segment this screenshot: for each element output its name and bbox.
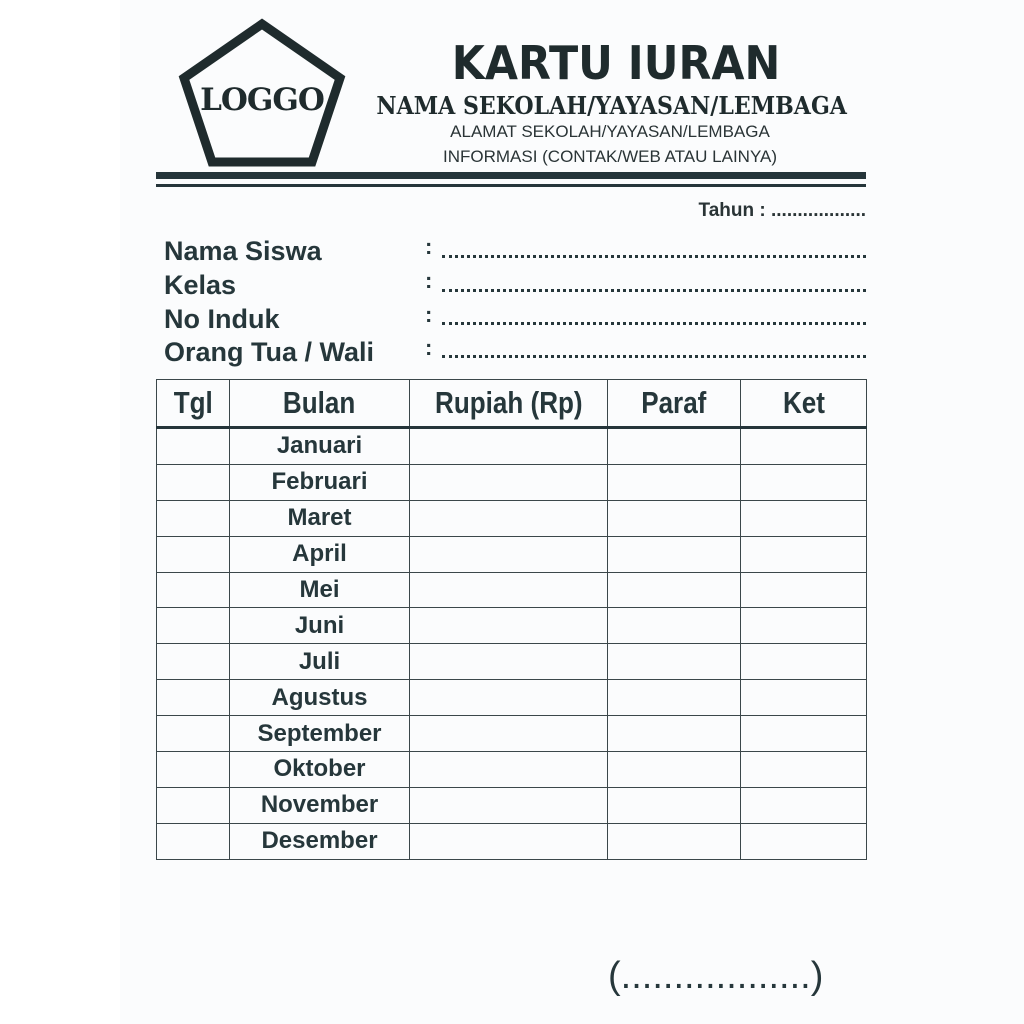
cell-ket[interactable]	[741, 464, 867, 500]
table-row	[157, 428, 867, 465]
cell-bulan: Maret	[230, 500, 410, 536]
table-header-row	[157, 380, 867, 428]
cell-tgl[interactable]	[157, 644, 230, 680]
table-row	[157, 716, 867, 752]
header-rupiah: Rupiah (Rp)	[410, 380, 608, 428]
cell-rupiah[interactable]	[410, 572, 608, 608]
field-colon: :	[425, 302, 433, 327]
cell-ket[interactable]	[741, 680, 867, 716]
cell-tgl[interactable]	[157, 464, 230, 500]
table-row	[157, 608, 867, 644]
header-ket: Ket	[741, 380, 867, 428]
cell-tgl[interactable]	[157, 752, 230, 788]
cell-paraf[interactable]	[608, 536, 741, 572]
cell-rupiah[interactable]	[410, 464, 608, 500]
cell-bulan: Oktober	[230, 752, 410, 788]
cell-paraf[interactable]	[608, 680, 741, 716]
field-colon: :	[425, 268, 433, 293]
cell-rupiah[interactable]	[410, 644, 608, 680]
header-divider-thick	[156, 172, 866, 179]
cell-rupiah[interactable]	[410, 428, 608, 465]
cell-rupiah[interactable]	[410, 536, 608, 572]
table-row	[157, 536, 867, 572]
organization-info: INFORMASI (CONTAK/WEB ATAU LAINYA)	[442, 147, 778, 166]
table-row	[157, 823, 867, 859]
signature-line[interactable]: (..................)	[608, 955, 824, 997]
cell-tgl[interactable]	[157, 428, 230, 465]
cell-bulan: Agustus	[230, 680, 410, 716]
cell-bulan: Mei	[230, 572, 410, 608]
cell-paraf[interactable]	[608, 752, 741, 788]
cell-tgl[interactable]	[157, 680, 230, 716]
field-colon: :	[425, 335, 433, 360]
cell-ket[interactable]	[741, 428, 867, 465]
cell-ket[interactable]	[741, 752, 867, 788]
cell-bulan: Juni	[230, 608, 410, 644]
cell-bulan: April	[230, 536, 410, 572]
cell-ket[interactable]	[741, 500, 867, 536]
table-row	[157, 680, 867, 716]
cell-paraf[interactable]	[608, 464, 741, 500]
cell-ket[interactable]	[741, 716, 867, 752]
cell-paraf[interactable]	[608, 572, 741, 608]
cell-tgl[interactable]	[157, 572, 230, 608]
cell-tgl[interactable]	[157, 823, 230, 859]
table-row	[157, 464, 867, 500]
card-title: KARTU IURAN	[451, 36, 781, 90]
cell-tgl[interactable]	[157, 787, 230, 823]
cell-paraf[interactable]	[608, 644, 741, 680]
field-label-nama-siswa: Nama Siswa	[164, 236, 322, 266]
field-label-orang-tua-wali: Orang Tua / Wali	[164, 337, 375, 367]
header-bulan: Bulan	[230, 380, 410, 428]
cell-tgl[interactable]	[157, 536, 230, 572]
cell-tgl[interactable]	[157, 716, 230, 752]
cell-bulan: September	[230, 716, 410, 752]
cell-rupiah[interactable]	[410, 716, 608, 752]
field-label-no-induk: No Induk	[164, 304, 280, 334]
cell-paraf[interactable]	[608, 716, 741, 752]
cell-paraf[interactable]	[608, 500, 741, 536]
year-field: Tahun : ..................	[698, 200, 866, 221]
cell-bulan: Juli	[230, 644, 410, 680]
cell-ket[interactable]	[741, 608, 867, 644]
field-colon: :	[425, 234, 433, 259]
cell-rupiah[interactable]	[410, 752, 608, 788]
cell-tgl[interactable]	[157, 500, 230, 536]
organization-name: NAMA SEKOLAH/YAYASAN/LEMBAGA	[376, 91, 847, 120]
field-line-no-induk[interactable]	[442, 322, 866, 325]
cell-paraf[interactable]	[608, 787, 741, 823]
cell-ket[interactable]	[741, 787, 867, 823]
cell-rupiah[interactable]	[410, 500, 608, 536]
table-row	[157, 644, 867, 680]
cell-paraf[interactable]	[608, 428, 741, 465]
table-row	[157, 500, 867, 536]
field-line-kelas[interactable]	[442, 289, 866, 292]
cell-bulan: Desember	[230, 823, 410, 859]
table-row	[157, 752, 867, 788]
cell-bulan: Februari	[230, 464, 410, 500]
cell-ket[interactable]	[741, 536, 867, 572]
table-row	[157, 572, 867, 608]
cell-ket[interactable]	[741, 572, 867, 608]
organization-address: ALAMAT SEKOLAH/YAYASAN/LEMBAGA	[450, 122, 770, 141]
header-divider-thin	[156, 184, 866, 187]
logo-text: LOGGO	[200, 82, 324, 118]
cell-ket[interactable]	[741, 823, 867, 859]
cell-paraf[interactable]	[608, 823, 741, 859]
dues-table	[156, 379, 867, 860]
cell-tgl[interactable]	[157, 608, 230, 644]
cell-bulan: November	[230, 787, 410, 823]
field-line-orang-tua-wali[interactable]	[442, 355, 866, 358]
cell-bulan: Januari	[230, 428, 410, 465]
field-label-kelas: Kelas	[164, 270, 237, 300]
field-line-nama-siswa[interactable]	[442, 255, 866, 258]
cell-rupiah[interactable]	[410, 608, 608, 644]
cell-ket[interactable]	[741, 644, 867, 680]
header-tgl: Tgl	[157, 380, 230, 428]
cell-rupiah[interactable]	[410, 823, 608, 859]
cell-paraf[interactable]	[608, 608, 741, 644]
table-row	[157, 787, 867, 823]
cell-rupiah[interactable]	[410, 787, 608, 823]
cell-rupiah[interactable]	[410, 680, 608, 716]
header-paraf: Paraf	[608, 380, 741, 428]
